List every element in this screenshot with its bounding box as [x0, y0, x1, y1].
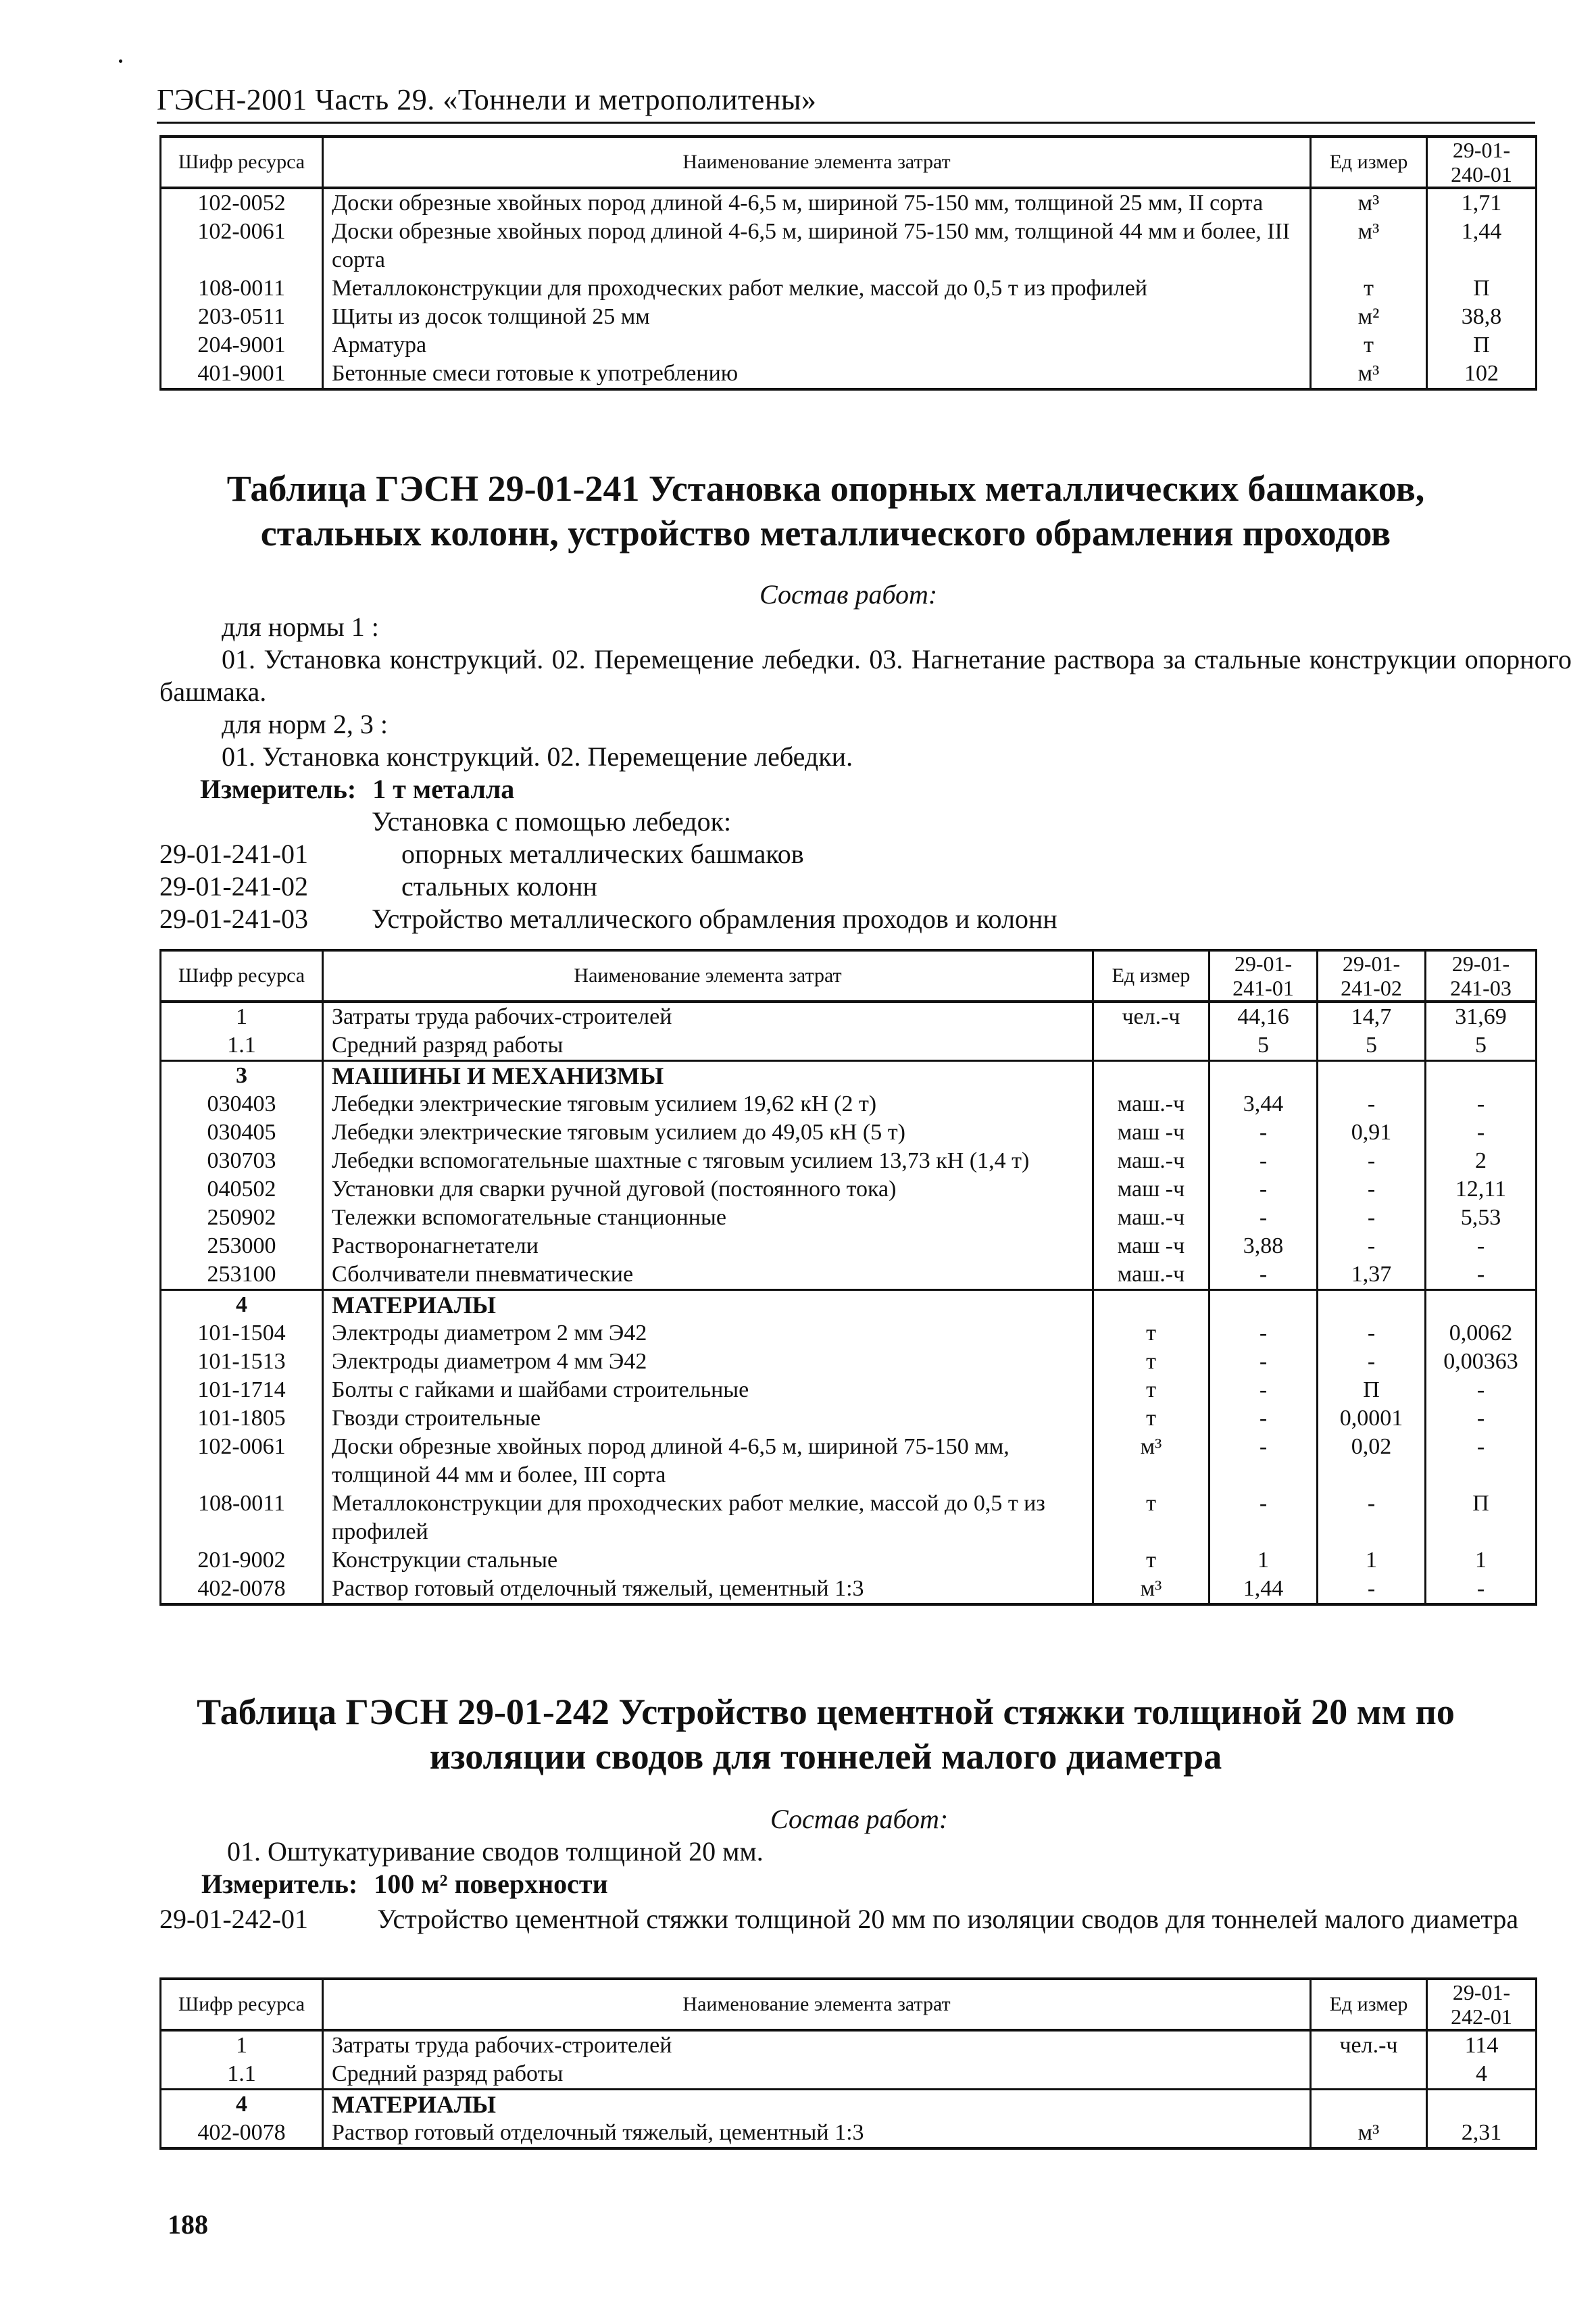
cell-name: МАШИНЫ И МЕХАНИЗМЫ: [323, 1061, 1093, 1091]
cell-name: Бетонные смеси готовые к употреблению: [323, 360, 1311, 389]
cell-unit: т: [1093, 1546, 1210, 1575]
cell-value: [1426, 1061, 1537, 1091]
cell-name: Доски обрезные хвойных пород длиной 4-6,5 м, шириной 75-150 мм, толщиной 44 мм и более, III сорта: [323, 1433, 1093, 1490]
table-row: [161, 1031, 1537, 1061]
cell-code: 108-0011: [161, 1490, 323, 1546]
table-row: [161, 360, 1537, 389]
table-row: [161, 274, 1537, 303]
cell-value: 0,0062: [1426, 1319, 1537, 1348]
cell-name: Электроды диаметром 4 мм Э42: [323, 1348, 1093, 1376]
table-row: [161, 1147, 1537, 1175]
cell-code: 030403: [161, 1090, 323, 1118]
cell-unit: м²: [1311, 303, 1427, 331]
cell-value: 38,8: [1427, 303, 1537, 331]
cell-value: 1,44: [1210, 1575, 1318, 1604]
cell-value: [1210, 1061, 1318, 1091]
table-row: [161, 1118, 1537, 1147]
cell-value: 102: [1427, 360, 1537, 389]
cell-value: [1318, 1290, 1426, 1320]
cell-value: -: [1426, 1433, 1537, 1490]
cell-value: -: [1426, 1404, 1537, 1433]
table-row: [161, 1348, 1537, 1376]
table-row: [161, 2030, 1537, 2060]
cell-name: Металлоконструкции для проходческих работ мелкие, массой до 0,5 т из профилей: [323, 274, 1311, 303]
cell-code: 4: [161, 1290, 323, 1320]
table-row: [161, 218, 1537, 274]
cell-name: МАТЕРИАЛЫ: [323, 1290, 1093, 1320]
cell-name: Доски обрезные хвойных пород длиной 4-6,5 м, шириной 75-150 мм, толщиной 44 мм и более, III сорта: [323, 218, 1311, 274]
cell-value: 12,11: [1426, 1175, 1537, 1204]
cell-value: -: [1318, 1575, 1426, 1604]
norm-code-2: 29-01-241-02: [159, 871, 308, 902]
norm23-text: 01. Установка конструкций. 02. Перемещение лебедки.: [222, 741, 853, 772]
cell-name: Гвозди строительные: [323, 1404, 1093, 1433]
cell-name: Щиты из досок толщиной 25 мм: [323, 303, 1311, 331]
cell-name: Электроды диаметром 2 мм Э42: [323, 1319, 1093, 1348]
cell-code: 203-0511: [161, 303, 323, 331]
cell-unit: маш.-ч: [1093, 1147, 1210, 1175]
cell-code: 401-9001: [161, 360, 323, 389]
cell-value: П: [1427, 274, 1537, 303]
table-row: [161, 2060, 1537, 2090]
table-row: [161, 1061, 1537, 1091]
cell-value: 0,00363: [1426, 1348, 1537, 1376]
column-header: Шифр ресурса: [161, 137, 323, 188]
izmeritel-label: Измеритель:: [200, 774, 357, 804]
sostav-label-241: Состав работ:: [759, 579, 938, 610]
table-header-row: [161, 1979, 1537, 2030]
cell-unit: [1093, 1290, 1210, 1320]
norm1-text: 01. Установка конструкций. 02. Перемещение лебедки. 03. Нагнетание раствора за стальные конструкции опорного башмака.: [159, 644, 1572, 707]
column-header: Наименование элемента затрат: [323, 137, 1311, 188]
table-row: [161, 1433, 1537, 1490]
cell-name: Затраты труда рабочих-строителей: [323, 2030, 1311, 2060]
cell-unit: маш.-ч: [1093, 1204, 1210, 1232]
cell-value: [1318, 1061, 1426, 1091]
cell-value: 2: [1426, 1147, 1537, 1175]
cell-value: -: [1210, 1118, 1318, 1147]
cell-code: 402-0078: [161, 2119, 323, 2148]
cell-name: Сболчиватели пневматические: [323, 1260, 1093, 1290]
column-header: 29-01-240-01: [1427, 137, 1537, 188]
cell-value: -: [1318, 1175, 1426, 1204]
cell-value: -: [1318, 1232, 1426, 1260]
cell-value: -: [1426, 1090, 1537, 1118]
cell-unit: т: [1093, 1348, 1210, 1376]
cell-name: Доски обрезные хвойных пород длиной 4-6,5 м, шириной 75-150 мм, толщиной 25 мм, II сорта: [323, 188, 1311, 218]
cell-value: -: [1210, 1490, 1318, 1546]
cell-value: -: [1318, 1348, 1426, 1376]
cell-value: -: [1426, 1118, 1537, 1147]
cell-value: 114: [1427, 2030, 1537, 2060]
cell-value: [1427, 2090, 1537, 2119]
cell-unit: т: [1311, 331, 1427, 360]
cell-name: Средний разряд работы: [323, 2060, 1311, 2090]
table-row: [161, 1290, 1537, 1320]
cell-unit: чел.-ч: [1093, 1002, 1210, 1031]
cell-name: Конструкции стальные: [323, 1546, 1093, 1575]
cell-value: -: [1318, 1204, 1426, 1232]
cell-name: Установки для сварки ручной дуговой (постоянного тока): [323, 1175, 1093, 1204]
izmeritel-value: 1 т металла: [372, 774, 515, 804]
cell-value: 4: [1427, 2060, 1537, 2090]
table-row: [161, 1575, 1537, 1604]
cell-code: 108-0011: [161, 274, 323, 303]
table-row: [161, 1546, 1537, 1575]
table-row: [161, 1175, 1537, 1204]
cell-value: 3,88: [1210, 1232, 1318, 1260]
table-row: [161, 2090, 1537, 2119]
norm-text-2: стальных колонн: [401, 871, 597, 902]
column-header: Ед измер: [1311, 137, 1427, 188]
cell-value: 0,0001: [1318, 1404, 1426, 1433]
cell-code: 3: [161, 1061, 323, 1091]
cell-name: Тележки вспомогательные станционные: [323, 1204, 1093, 1232]
cell-value: [1426, 1290, 1537, 1320]
cell-value: 1: [1318, 1546, 1426, 1575]
cell-code: 1.1: [161, 1031, 323, 1061]
cell-name: МАТЕРИАЛЫ: [323, 2090, 1311, 2119]
cell-value: 5: [1210, 1031, 1318, 1061]
cell-unit: [1093, 1031, 1210, 1061]
cell-value: -: [1210, 1260, 1318, 1290]
cell-unit: маш -ч: [1093, 1118, 1210, 1147]
cell-unit: [1311, 2090, 1427, 2119]
izmeritel-label: Измеритель:: [201, 1869, 358, 1899]
cell-code: 253100: [161, 1260, 323, 1290]
cell-name: Металлоконструкции для проходческих работ мелкие, массой до 0,5 т из профилей: [323, 1490, 1093, 1546]
cell-value: 31,69: [1426, 1002, 1537, 1031]
cell-unit: т: [1093, 1376, 1210, 1404]
cell-unit: м³: [1311, 218, 1427, 274]
work-text-242: 01. Оштукатуривание сводов толщиной 20 мм.: [227, 1836, 764, 1867]
table-row: [161, 1204, 1537, 1232]
cell-value: -: [1318, 1490, 1426, 1546]
cell-value: 5: [1426, 1031, 1537, 1061]
cell-value: 5,53: [1426, 1204, 1537, 1232]
cell-value: -: [1210, 1348, 1318, 1376]
cell-unit: [1093, 1061, 1210, 1091]
cell-code: 402-0078: [161, 1575, 323, 1604]
cell-unit: т: [1093, 1319, 1210, 1348]
cell-code: 101-1504: [161, 1319, 323, 1348]
cell-code: 1: [161, 1002, 323, 1031]
cell-value: П: [1426, 1490, 1537, 1546]
cell-value: -: [1426, 1260, 1537, 1290]
page-number: 188: [168, 2209, 208, 2240]
cell-unit: т: [1093, 1404, 1210, 1433]
izmeritel-value: 100 м² поверхности: [374, 1869, 608, 1899]
column-header: 29-01-242-01: [1427, 1979, 1537, 2030]
cell-value: 1,44: [1427, 218, 1537, 274]
table-row: [161, 1260, 1537, 1290]
cell-code: 102-0061: [161, 1433, 323, 1490]
group-label: Установка с помощью лебедок:: [372, 806, 732, 837]
table-row: [161, 331, 1537, 360]
table-row: [161, 1376, 1537, 1404]
cell-value: 0,91: [1318, 1118, 1426, 1147]
table-241-title: Таблица ГЭСН 29-01-241 Установка опорных металлических башмаков, стальных колонн, устройство металлического обрамления проходов: [226, 468, 1425, 553]
cell-value: -: [1318, 1090, 1426, 1118]
cell-code: 102-0061: [161, 218, 323, 274]
cell-name: Лебедки электрические тяговым усилием до 49,05 кН (5 т): [323, 1118, 1093, 1147]
cell-code: 030405: [161, 1118, 323, 1147]
scan-dot: [119, 59, 122, 63]
table-row: [161, 1490, 1537, 1546]
column-header: Шифр ресурса: [161, 950, 323, 1002]
cell-unit: м³: [1311, 2119, 1427, 2148]
cell-value: -: [1426, 1232, 1537, 1260]
cell-unit: маш -ч: [1093, 1232, 1210, 1260]
cell-value: -: [1426, 1376, 1537, 1404]
izmeritel-242: [201, 1868, 608, 1900]
cell-value: -: [1210, 1404, 1318, 1433]
cell-value: -: [1210, 1376, 1318, 1404]
table-row: [161, 1232, 1537, 1260]
column-header: Наименование элемента затрат: [323, 950, 1093, 1002]
cell-value: 1,37: [1318, 1260, 1426, 1290]
cell-code: 250902: [161, 1204, 323, 1232]
cell-code: 101-1714: [161, 1376, 323, 1404]
table-29-01-242: [159, 1977, 1537, 2150]
table-row: [161, 2119, 1537, 2148]
column-header: 29-01-241-01: [1210, 950, 1318, 1002]
cell-value: [1210, 1290, 1318, 1320]
cell-value: 1,71: [1427, 188, 1537, 218]
norm23-label: для норм 2, 3 :: [222, 709, 388, 739]
cell-value: 0,02: [1318, 1433, 1426, 1490]
sostav-label-242: Состав работ:: [770, 1804, 949, 1834]
column-header: 29-01-241-02: [1318, 950, 1426, 1002]
cell-unit: [1311, 2060, 1427, 2090]
table-row: [161, 1090, 1537, 1118]
cell-name: Лебедки вспомогательные шахтные с тяговым усилием 13,73 кН (1,4 т): [323, 1147, 1093, 1175]
table-row: [161, 1404, 1537, 1433]
cell-code: 102-0052: [161, 188, 323, 218]
cell-code: 1.1: [161, 2060, 323, 2090]
cell-name: Средний разряд работы: [323, 1031, 1093, 1061]
cell-value: 1: [1426, 1546, 1537, 1575]
cell-value: 2,31: [1427, 2119, 1537, 2148]
column-header: Ед измер: [1311, 1979, 1427, 2030]
cell-value: 14,7: [1318, 1002, 1426, 1031]
cell-unit: м³: [1311, 360, 1427, 389]
running-header: ГЭСН-2001 Часть 29. «Тоннели и метрополитены»: [157, 83, 817, 116]
norm-code-242: 29-01-242-01: [159, 1904, 308, 1934]
cell-name: Раствор готовый отделочный тяжелый, цементный 1:3: [323, 1575, 1093, 1604]
norm-code-1: 29-01-241-01: [159, 839, 308, 869]
column-header: Шифр ресурса: [161, 1979, 323, 2030]
table-header-row: [161, 950, 1537, 1002]
table-row: [161, 1002, 1537, 1031]
cell-code: 253000: [161, 1232, 323, 1260]
cell-value: 3,44: [1210, 1090, 1318, 1118]
cell-unit: м³: [1311, 188, 1427, 218]
cell-code: 040502: [161, 1175, 323, 1204]
cell-value: 1: [1210, 1546, 1318, 1575]
cell-unit: маш.-ч: [1093, 1090, 1210, 1118]
cell-code: 030703: [161, 1147, 323, 1175]
table-29-01-240: [159, 135, 1537, 391]
table-row: [161, 303, 1537, 331]
norm-text-242: Устройство цементной стяжки толщиной 20 мм по изоляции сводов для тоннелей малого диаметра: [377, 1904, 1519, 1934]
cell-unit: чел.-ч: [1311, 2030, 1427, 2060]
cell-value: -: [1210, 1147, 1318, 1175]
table-header-row: [161, 137, 1537, 188]
cell-value: П: [1427, 331, 1537, 360]
column-header: Ед измер: [1093, 950, 1210, 1002]
cell-code: 1: [161, 2030, 323, 2060]
cell-unit: т: [1093, 1490, 1210, 1546]
cell-unit: м³: [1093, 1433, 1210, 1490]
cell-name: Болты с гайками и шайбами строительные: [323, 1376, 1093, 1404]
cell-value: П: [1318, 1376, 1426, 1404]
cell-value: -: [1210, 1433, 1318, 1490]
cell-value: -: [1210, 1175, 1318, 1204]
header-rule: [157, 122, 1535, 124]
table-29-01-241: [159, 949, 1537, 1606]
norm1-label: для нормы 1 :: [222, 612, 379, 642]
cell-value: 44,16: [1210, 1002, 1318, 1031]
cell-code: 4: [161, 2090, 323, 2119]
cell-code: 101-1805: [161, 1404, 323, 1433]
cell-code: 201-9002: [161, 1546, 323, 1575]
column-header: 29-01-241-03: [1426, 950, 1537, 1002]
cell-value: -: [1210, 1319, 1318, 1348]
cell-value: -: [1318, 1319, 1426, 1348]
izmeritel-241: [200, 773, 514, 806]
cell-unit: маш -ч: [1093, 1175, 1210, 1204]
norm-code-3: 29-01-241-03: [159, 904, 308, 934]
norm-text-3: Устройство металлического обрамления проходов и колонн: [372, 904, 1057, 934]
cell-name: Раствор готовый отделочный тяжелый, цементный 1:3: [323, 2119, 1311, 2148]
cell-name: Растворонагнетатели: [323, 1232, 1093, 1260]
cell-unit: т: [1311, 274, 1427, 303]
norm-text-1: опорных металлических башмаков: [401, 839, 804, 869]
column-header: Наименование элемента затрат: [323, 1979, 1311, 2030]
cell-value: 5: [1318, 1031, 1426, 1061]
cell-code: 101-1513: [161, 1348, 323, 1376]
cell-value: -: [1318, 1147, 1426, 1175]
cell-code: 204-9001: [161, 331, 323, 360]
cell-name: Арматура: [323, 331, 1311, 360]
cell-value: -: [1210, 1204, 1318, 1232]
cell-name: Затраты труда рабочих-строителей: [323, 1002, 1093, 1031]
cell-value: -: [1426, 1575, 1537, 1604]
table-row: [161, 1319, 1537, 1348]
table-row: [161, 188, 1537, 218]
cell-unit: м³: [1093, 1575, 1210, 1604]
cell-unit: маш.-ч: [1093, 1260, 1210, 1290]
table-242-title: Таблица ГЭСН 29-01-242 Устройство цементной стяжки толщиной 20 мм по изоляции сводов для тоннелей малого диаметра: [197, 1692, 1455, 1777]
cell-name: Лебедки электрические тяговым усилием 19,62 кН (2 т): [323, 1090, 1093, 1118]
